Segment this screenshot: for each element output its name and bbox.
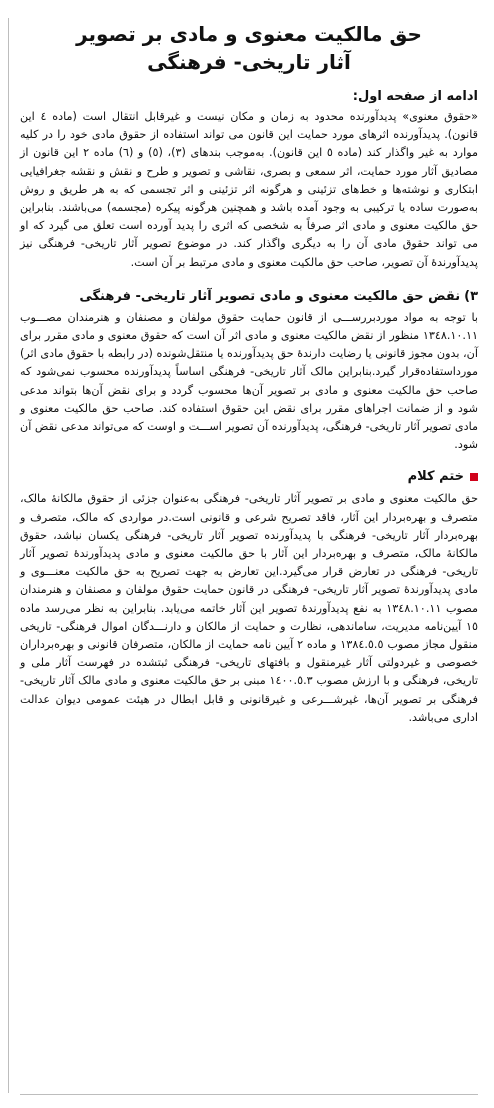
section-3-number: ٣) [464,288,478,304]
conclusion-heading-text: ختم کلام [407,469,464,485]
conclusion-paragraph: حق مالکیت معنوی و مادی بر تصویر آثار تاریخی- فرهنگی به‌عنوان جزئی از حقوق مالکانهٔ مالک، متصرف و بهره‌بردار این آثار، فاقد تصریح شرعی و قانونی است.در مواردی که مالک، متصرف و بهره‌بردار آثار تاریخی- فرهنگی با پدیدآورنده تصویر آثار تاریخی- فرهنگی یکسان نباشد، حقوق مالکانهٔ مالک، متصرف و بهره‌بردار این آثار با حق مالکیت معنوی و مادی پدیدآورندهٔ تصویر آثار تاریخی- فرهنگی در تعارض قرار می‌گیرد.این تعارض به جهت تصریح به حق مالکیت معنـــوی و مادی پدیدآورندهٔ تصویر آثار تاریخی- فرهنگی در قانون حمایت حقوق مولفان و مصنفان و هنرمندان مصوب ١٣٤٨.١٠.١١ به نفع پدیدآورندهٔ تصویر این آثار خاتمه می‌یابد. بنابراین به نظر می‌رسد ماده ١٥ آیین‌نامه مدیریت، ساماندهی، نظارت و حمایت از مالکان و دارنـــدگان اموال فرهنگی- تاریخی منقول مجاز مصوب ١٣٨٤.٥.٥ و ماده ٢ آیین نامه حمایت از مالکان، متصرفان قانونی و بهره‌برداران خصوصی و غیردولتی آثار غیرمنقول و بافتهای تاریخی- فرهنگی ثبتشده در فهرست آثار ملی و تاریخی، فرهنگی و با ارزش مصوب ١٤٠٠.٥.٣ مبنی بر حق مالکیت معنوی و مادی مالک آثار تاریخی- فرهنگی بر تصویر آن‌ها، غیرشـــرعی و غیرقانونی و قابل ابطال در هیئت عمومی دیوان عدالت اداری می‌باشد. [20,492,479,724]
section-3-heading [20,288,478,306]
article-title-line-2: آثار تاریخی- فرهنگی [147,50,351,74]
article-title [20,20,478,76]
section-3-paragraph: با توجه به مواد موردبررســـی از قانون حمایت حقوق مولفان و مصنفان و هنرمندان مصـــوب ١٣٤٨.١٠.١١ منظور از نقض مالکیت معنوی و مادی اثر آن است که حقوق معنوی و مادی مقرر برای آن، بدون مجوز قانونی یا رضایت دارندهٔ حق پدیدآورنده یا منتقل‌شونده (در رابطه با حقوق مادی اثر) مورداستفاده‌قرار گیرد.بنابراین مالک آثار تاریخی- فرهنگی اساساً پدیدآورنده محسوب نمی‌شود که صاحب حق مالکیت معنوی و مادی بر تصویر آن‌ها محسوب گردد و برای نقض آن‌ها بتواند مدعی شود و از ضمانت اجراهای مقرر برای نقض این حقوق استفاده کند. صاحب حق مالکیت معنوی و مادی تصویر آثار تاریخی- فرهنگی، پدیدآورنده آن تصویر اســـت و اوست که می‌تواند مدعی نقض آن شود. [20,310,478,452]
continued-from-front-page: ادامه از صفحه اول: [352,89,478,104]
section-3-heading-text: نقض حق مالکیت معنوی و مادی تصویر آثار تاریخی- فرهنگی [79,288,461,304]
article-title-line-1: حق مالکیت معنوی و مادی بر تصویر [76,22,422,46]
article-column [20,0,478,1108]
intro-paragraph: «حقوق معنوی» پدیدآورنده محدود به زمان و مکان نیست و غیرقابل انتقال است (ماده ٤ این قانون). پدیدآورنده اثرهای مورد حمایت این قانون می تواند استفاده از حقوق مادی خود را در کلیه موارد به غیر واگذار کند (ماده ٥ این قانون). به‌موجب بندهای (٣)، (٥) و (٦) ماده ٢ این قانون از مصادیق آثار مورد حمایت، اثر سمعی و بصری، نقاشی و تصویر و طرح و نقش و نقشه جغرافیایی ابتکاری و نوشته‌ها و خط‌های تزئینی و هرگونه اثر تزئینی و اثر تجسمی که به هر طریق و روش به‌صورت ساده یا ترکیبی به وجود آمده باشد و همچنین هرگونه پیکره (مجسمه) می‌باشند. بنابراین حق مالکیت معنوی و مادی اثر صرفاً به شخصی که اثری را پدید آورده است تعلق می گیرد که او می تواند حقوق مادی آن را به دیگری واگذار کند. در موضوع تصویر آثار تاریخی- فرهنگی نیز پدیدآورندهٔ آن تصویر، صاحب حق مالکیت معنوی و مادی مرتبط بر آن است. [20,110,479,269]
column-divider [8,18,9,1093]
red-square-bullet-icon [470,473,478,481]
conclusion-heading [20,468,478,486]
